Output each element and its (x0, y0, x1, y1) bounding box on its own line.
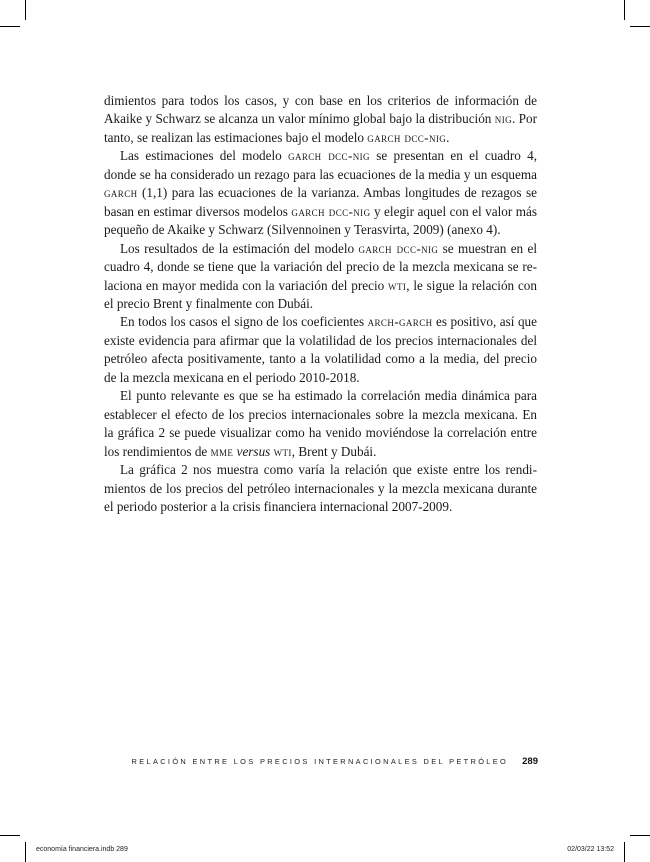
crop-mark (25, 0, 26, 20)
acronym: wti (273, 443, 292, 459)
text-run: y elegir aquel con el valor más pequeño de Akaike y Schwarz (Silvennoinen y Terasvirta, 2009) (anexo 4). (104, 203, 538, 238)
crop-mark (624, 0, 625, 20)
acronym: wti (388, 277, 407, 293)
paragraph (104, 147, 537, 239)
crop-mark (25, 842, 26, 862)
crop-mark (624, 842, 625, 862)
acronym: garch dcc-nig (288, 148, 370, 164)
acronym: arch-garch (367, 314, 433, 330)
text-run: es positivo, así que existe evidencia para afirmar que la volatilidad de los precios internacionales del petróleo afecta positivamente, tanto a la volatilidad como a la media, del precio de la mezcla mexicana en el periodo 2010-2018. (104, 314, 537, 385)
paragraph (104, 313, 537, 387)
acronym: mme (210, 443, 234, 459)
acronym: nig (494, 111, 512, 127)
acronym: garch dcc-nig (367, 129, 447, 145)
acronym: garch (104, 185, 138, 201)
acronym: garch dcc-nig (358, 240, 439, 256)
text-run: En todos los casos el signo de los coeficientes (120, 314, 368, 330)
body-text (104, 92, 537, 516)
paragraph (104, 461, 537, 516)
text-run: . Por tanto, se realizan las estimaciones bajo el modelo (104, 111, 537, 145)
text-run: La gráfica 2 nos muestra como varía la relación que existe entre los rendimientos de los precios del petróleo internacionales y la mezcla mexicana durante el periodo posterior a la crisis financiera internacional 2007-2009. (104, 462, 537, 514)
text-run: , Brent y Dubái. (291, 443, 377, 459)
italic-text: versus (236, 443, 271, 459)
paragraph (104, 92, 537, 147)
text-run: se presentan en el cuadro 4, donde se ha considerado un rezago para las ecuaciones de la media y un esquema (104, 148, 538, 182)
page-number: 289 (522, 756, 538, 767)
print-slug-file: economía financiera.indb 289 (36, 846, 128, 853)
crop-mark (630, 835, 650, 836)
text-run: (1,1) para las ecuaciones de la varianza. Ambas longitudes de rezagos se basan en estimar diversos modelos (104, 185, 537, 219)
text-run: Las estimaciones del modelo (120, 148, 289, 164)
crop-mark (630, 26, 650, 27)
text-run: Los resultados de la estimación del modelo (120, 240, 359, 256)
text-run: El punto relevante es que se ha estimado la correlación media dinámica para establecer el efecto de los precios internacionales sobre la mezcla mexicana. En la gráfica 2 se puede visualizar como ha venido moviéndose la correlación entre los rendimientos de (104, 388, 537, 459)
print-slug-timestamp: 02/03/22 13:52 (567, 846, 614, 853)
text-run: se muestran en el cuadro 4, donde se tiene que la variación del precio de la mezcla mexicana se relaciona en mayor medida con la variación del precio (104, 240, 537, 293)
text-run: , le sigue la relación con el precio Brent y finalmente con Dubái. (104, 277, 537, 311)
crop-mark (0, 835, 20, 836)
running-head: RELACIÓN ENTRE LOS PRECIOS INTERNACIONALES DEL PETRÓLEO (131, 757, 509, 766)
text-run: dimientos para todos los casos, y con base en los criterios de información de Akaike y Schwarz se alcanza un valor mínimo global bajo la distribución (104, 93, 537, 127)
page-footer (100, 756, 538, 767)
text-run: . (446, 129, 450, 145)
acronym: garch dcc-nig (291, 203, 371, 219)
paragraph (104, 240, 537, 314)
paragraph (104, 387, 537, 461)
crop-mark (0, 26, 20, 27)
